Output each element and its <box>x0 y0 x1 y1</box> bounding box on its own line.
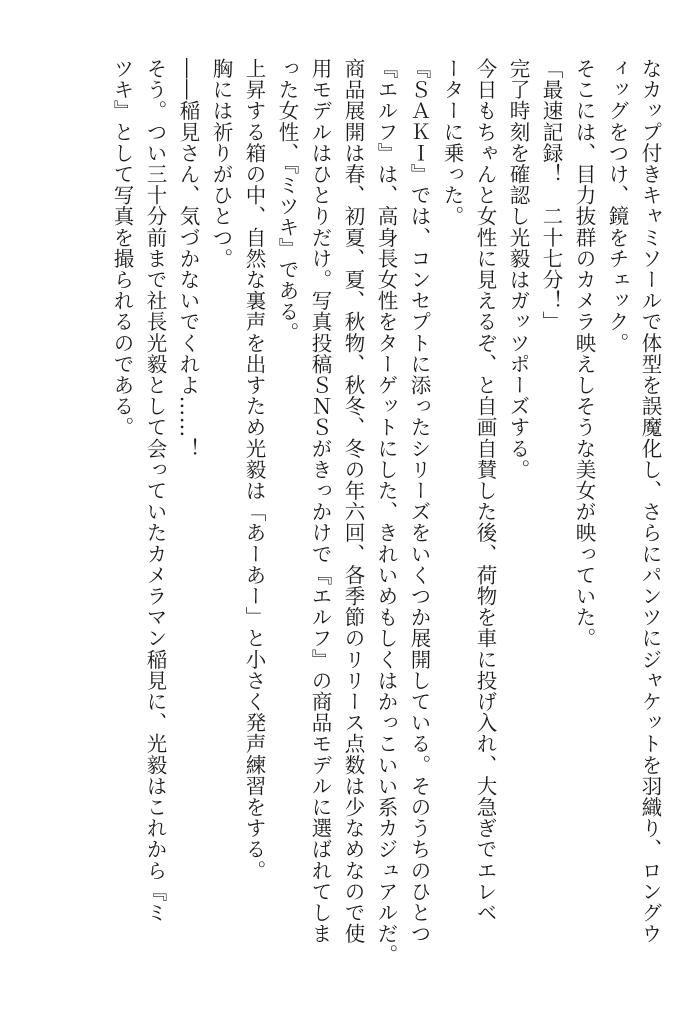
text-line-10: 商品展開は春、初夏、夏、秋物、秋冬、冬の年六回、各季節のリリース点数は少なめなので使 <box>341 58 365 945</box>
text-line-14: 胸には祈りがひとつ。 <box>209 58 233 269</box>
text-line-12: った女性、『ミツキ』である。 <box>275 58 299 344</box>
text-line-5: 完了時刻を確認し光毅はガッツポーズする。 <box>506 58 530 480</box>
text-line-15: ――稲見さん、気づかないでくれよ……！ <box>176 58 200 459</box>
text-line-16: そう。つい三十分前まで社長光毅として会っていたカメラマン稲見に、光毅はこれから『ミ <box>143 58 167 924</box>
text-line-8: 『ＳＡＫＩ』では、コンセプトに添ったシリーズをいくつか展開している。そのうちのひとつ <box>407 58 431 945</box>
text-line-6: 今日もちゃんと女性に見えるぞ、と自画自賛した後、荷物を車に投げ入れ、大急ぎでエレベ <box>473 58 497 924</box>
text-line-1: なカップ付きキャミソールで体型を誤魔化し、さらにパンツにジャケットを羽織り、ロングウ <box>638 58 662 945</box>
text-line-13: 上昇する箱の中、自然な裏声を出すため光毅は「あーあー」と小さく発声練習をする。 <box>242 58 266 881</box>
text-line-7: ーターに乗った。 <box>440 58 464 227</box>
vertical-text-body <box>105 58 666 966</box>
text-line-4: 「最速記録！ 二十七分！」 <box>539 58 563 333</box>
text-line-11: 用モデルはひとりだけ。写真投稿ＳＮＳがきっかけで『エルフ』の商品モデルに選ばれてしま <box>308 58 332 945</box>
text-line-17: ツキ』として写真を撮られるのである。 <box>110 58 134 438</box>
text-line-2: ィッグをつけ、鏡をチェック。 <box>605 58 629 354</box>
text-line-9: 『エルフ』は、高身長女性をターゲットにした、きれいめもしくはかっこいい系カジュアルだ。 <box>374 58 398 966</box>
text-line-3: そこには、目力抜群のカメラ映えしそうな美女が映っていた。 <box>572 58 596 649</box>
